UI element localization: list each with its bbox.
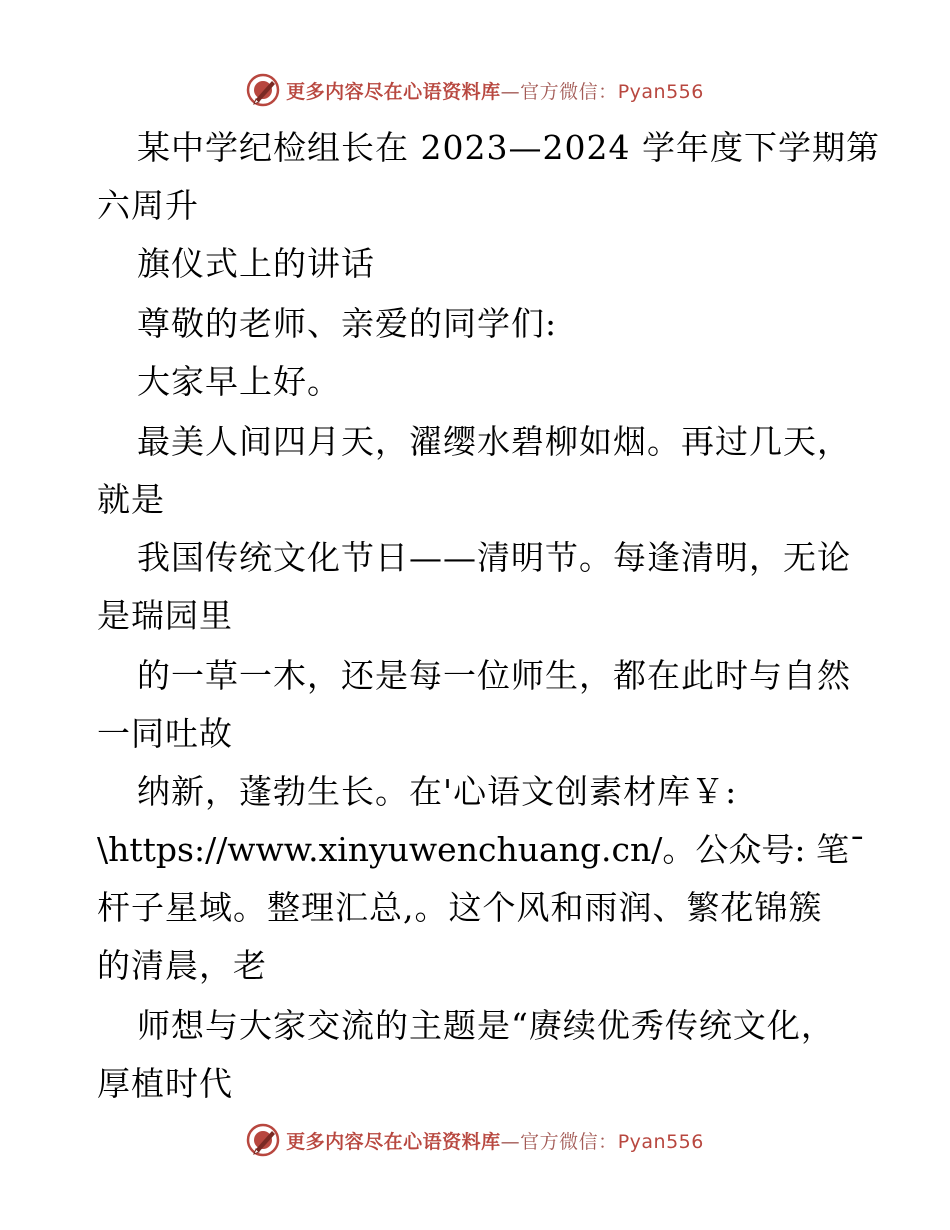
banner-bold-text: 更多内容尽在心语资料库	[286, 80, 501, 103]
banner-wechat-label: 官方微信：	[520, 80, 618, 103]
pen-logo-icon	[246, 73, 280, 107]
greeting: 大家早上好。	[137, 362, 341, 401]
paragraph-line: 师想与大家交流的主题是“赓续优秀传统文化，	[137, 1006, 835, 1045]
title-line-3: 旗仪式上的讲话	[137, 244, 375, 283]
banner-bold-text: 更多内容尽在心语资料库	[286, 1130, 501, 1153]
banner-dash: —	[500, 1130, 521, 1153]
title-line-1: 某中学纪检组长在 2023—2024 学年度下学期第	[137, 128, 880, 167]
banner-text	[286, 1127, 704, 1154]
title-line-2: 六周升	[97, 186, 199, 225]
paragraph-line: 就是	[97, 480, 165, 519]
salutation: 尊敬的老师、亲爱的同学们:	[137, 304, 558, 343]
banner-text	[286, 77, 704, 104]
paragraph-line: 杆子星域。整理汇总,。这个风和雨润、繁花锦簇	[97, 888, 823, 927]
header-banner	[0, 70, 950, 110]
paragraph-line: 纳新，蓬勃生长。在'心语文创素材库￥:	[137, 772, 738, 811]
paragraph-line: 厚植时代	[97, 1064, 233, 1103]
paragraph-line: 我国传统文化节日——清明节。每逢清明，无论	[137, 538, 851, 577]
paragraph-line: 是瑞园里	[97, 596, 233, 635]
paragraph-line: 一同吐故	[97, 714, 233, 753]
pen-logo-icon	[246, 1123, 280, 1157]
paragraph-line: 最美人间四月天，濯缨水碧柳如烟。再过几天，	[137, 422, 851, 461]
banner-account: Pyan556	[617, 1130, 704, 1153]
banner-account: Pyan556	[617, 80, 704, 103]
banner-dash: —	[500, 80, 521, 103]
paragraph-line: 的清晨，老	[97, 946, 267, 985]
footer-banner	[0, 1120, 950, 1160]
paragraph-line-url: \https://www.xinyuwenchuang.cn/。公众号: 笔¯	[97, 830, 866, 869]
paragraph-line: 的一草一木，还是每一位师生，都在此时与自然	[137, 656, 851, 695]
banner-wechat-label: 官方微信：	[520, 1130, 618, 1153]
